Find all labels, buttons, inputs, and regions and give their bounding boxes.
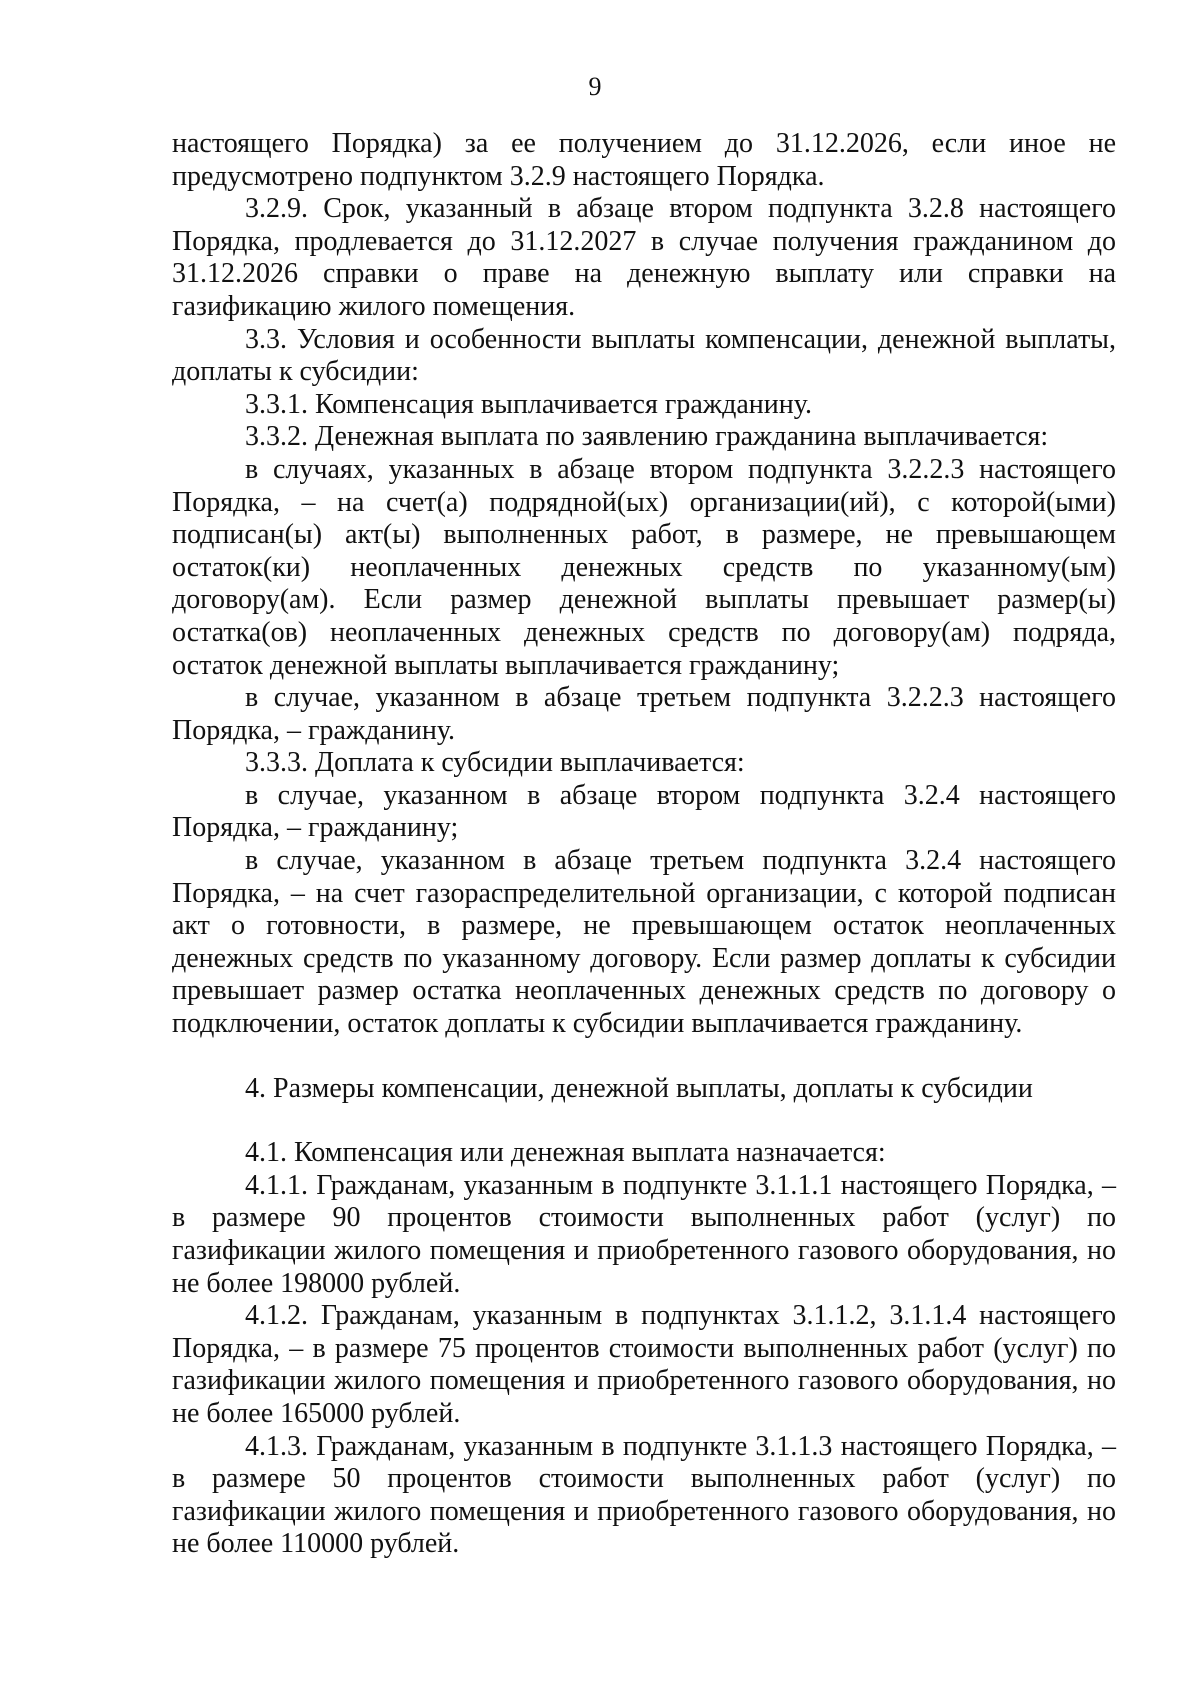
paragraph-3-2-9: 3.2.9. Срок, указанный в абзаце втором подпункта 3.2.8 настоящего Порядка, продлевается до 31.12.2027 в случае получения гражданином до 31.12.2026 справки о праве на денежную выплату или справки на газификацию жилого помещения. — [172, 193, 1116, 322]
section-heading: 4. Размеры компенсации, денежной выплаты, доплаты к субсидии — [245, 1072, 1033, 1104]
paragraph-3-3-3-case-second: в случае, указанном в абзаце втором подпункта 3.2.4 настоящего Порядка, – гражданину; — [172, 779, 1116, 844]
paragraph-3-3-3-case-third: в случае, указанном в абзаце третьем подпункта 3.2.4 настоящего Порядка, – на счет газораспределительной организации, с которой подписан акт о готовности, в размере, не превышающем остаток неоплаченных денежных средств по указанному договору. Если размер доплаты к субсидии превышает размер остатка неоплаченных денежных средств по договору о подключении, остаток доплаты к субсидии выплачивается гражданину. — [172, 845, 1116, 1040]
paragraph-3-3-2: 3.3.2. Денежная выплата по заявлению гражданина выплачивается: — [245, 421, 1049, 453]
paragraph-3-3-2-case-second: в случаях, указанных в абзаце втором подпункта 3.2.2.3 настоящего Порядка, – на счет(а) подрядной(ых) организации(ий), с которой(ыми) подписан(ы) акт(ы) выполненных работ, в размере, не превышающем остаток(ки) неоплаченных денежных средств по указанному(ым) договору(ам). Если размер денежной выплаты превышает размер(ы) остатка(ов) неоплаченных денежных средств по договору(ам) подряда, остаток денежной выплаты выплачивается гражданину; — [172, 453, 1116, 681]
paragraph-4-1-1: 4.1.1. Гражданам, указанным в подпункте 3.1.1.1 настоящего Порядка, – в размере 90 процентов стоимости выполненных работ (услуг) по газификации жилого помещения и приобретенного газового оборудования, но не более 198000 рублей. — [172, 1169, 1116, 1299]
paragraph-4-1-3: 4.1.3. Гражданам, указанным в подпункте 3.1.1.3 настоящего Порядка, – в размере 50 процентов стоимости выполненных работ (услуг) по газификации жилого помещения и приобретенного газового оборудования, но не более 110000 рублей. — [172, 1430, 1116, 1560]
paragraph-3-3-2-case-third: в случае, указанном в абзаце третьем подпункта 3.2.2.3 настоящего Порядка, – гражданину. — [172, 682, 1116, 746]
document-body — [172, 128, 1116, 1561]
paragraph-3-3-3: 3.3.3. Доплата к субсидии выплачивается: — [245, 747, 745, 779]
page-number: 9 — [588, 72, 602, 101]
paragraph-3-3-1: 3.3.1. Компенсация выплачивается гражданину. — [245, 388, 812, 420]
paragraph-4-1-2: 4.1.2. Гражданам, указанным в подпунктах 3.1.1.2, 3.1.1.4 настоящего Порядка, – в размере 75 процентов стоимости выполненных работ (услуг) по газификации жилого помещения и приобретенного газового оборудования, но не более 165000 рублей. — [172, 1300, 1116, 1429]
paragraph-continuation: настоящего Порядка) за ее получением до 31.12.2026, если иное не предусмотрено подпунктом 3.2.9 настоящего Порядка. — [172, 128, 1116, 192]
paragraph-3-3: 3.3. Условия и особенности выплаты компенсации, денежной выплаты, доплаты к субсидии: — [172, 323, 1116, 388]
paragraph-4-1: 4.1. Компенсация или денежная выплата назначается: — [245, 1137, 886, 1169]
